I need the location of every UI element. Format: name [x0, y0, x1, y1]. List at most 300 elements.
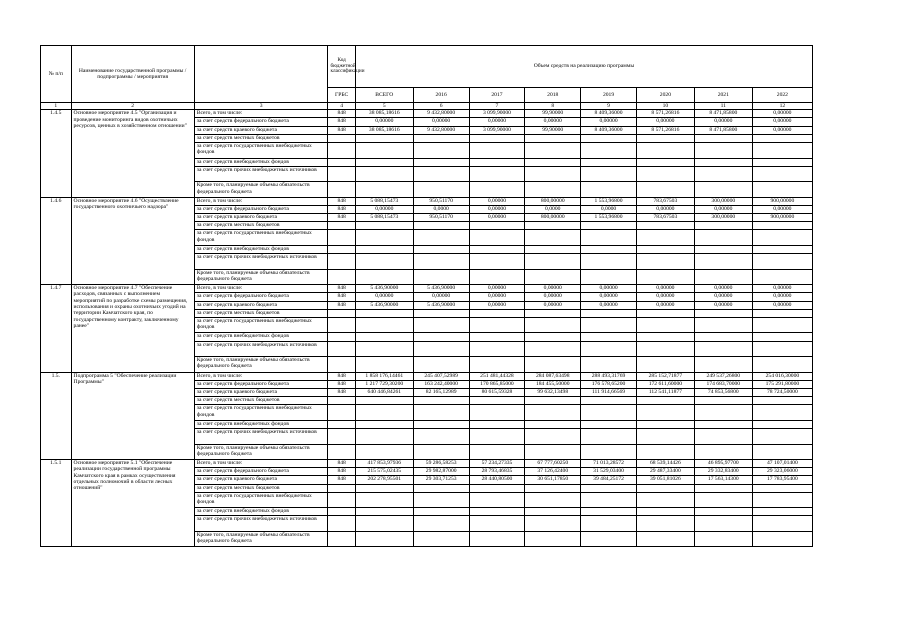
amount-cell [694, 269, 752, 285]
table-row [41, 197, 813, 205]
grbs-code: 848 [328, 214, 355, 222]
amount-cell [752, 317, 812, 333]
amount-cell [694, 309, 752, 317]
grbs-code [328, 429, 355, 445]
amount-cell [469, 269, 525, 285]
amount-cell [581, 516, 637, 532]
amount-cell: 0,0000 [413, 205, 469, 213]
header-year: 2016 [413, 88, 469, 103]
amount-cell [525, 508, 581, 516]
funding-source: за счет средств краевого бюджета [194, 388, 328, 396]
funding-source: за счет средств местных бюджетов [194, 397, 328, 405]
amount-cell: 0,00000 [469, 301, 525, 309]
amount-cell [525, 531, 581, 547]
row-number: 1.5.1 [41, 460, 72, 547]
amount-cell [413, 222, 469, 230]
grbs-code [328, 230, 355, 246]
table-body [41, 110, 813, 547]
amount-cell [636, 309, 694, 317]
amount-cell [355, 333, 413, 341]
amount-cell: 0,00000 [694, 293, 752, 301]
amount-cell: 0,00000 [694, 301, 752, 309]
amount-cell: 0,00000 [581, 285, 637, 293]
measure-name: Основное мероприятие 4.6 "Осуществление государственного охотничьего надзора" [71, 197, 194, 284]
amount-cell: 417 853,97936 [355, 460, 413, 468]
amount-cell: 8 571,26816 [636, 126, 694, 134]
grbs-code [328, 341, 355, 357]
grbs-code [328, 309, 355, 317]
column-number: 6 [413, 103, 469, 110]
table-header [41, 46, 813, 110]
amount-cell: 74 853,56800 [694, 388, 752, 396]
amount-cell [413, 182, 469, 198]
amount-cell [581, 508, 637, 516]
amount-cell [752, 405, 812, 421]
amount-cell [581, 143, 637, 159]
grbs-code: 848 [328, 301, 355, 309]
amount-cell [636, 182, 694, 198]
amount-cell [525, 134, 581, 142]
amount-cell [413, 341, 469, 357]
grbs-code [328, 531, 355, 547]
amount-cell [469, 143, 525, 159]
amount-cell [581, 158, 637, 166]
header-volume: Объем средств на реализацию программы [355, 46, 812, 88]
funding-source: за счет средств федерального бюджета [194, 205, 328, 213]
amount-cell: 8 471,85800 [694, 126, 752, 134]
amount-cell [525, 420, 581, 428]
funding-source: Всего, в том числе: [194, 372, 328, 380]
amount-cell [355, 317, 413, 333]
amount-cell [355, 230, 413, 246]
amount-cell [581, 254, 637, 270]
amount-cell: 5 436,90000 [413, 285, 469, 293]
amount-cell [525, 182, 581, 198]
amount-cell [355, 166, 413, 182]
grbs-code [328, 269, 355, 285]
amount-cell: 800,00000 [525, 214, 581, 222]
amount-cell [355, 429, 413, 445]
grbs-code [328, 254, 355, 270]
amount-cell: 245 407,52989 [413, 372, 469, 380]
amount-cell [355, 444, 413, 460]
amount-cell: 0,00000 [752, 205, 812, 213]
amount-cell [355, 420, 413, 428]
amount-cell [355, 405, 413, 421]
grbs-code [328, 134, 355, 142]
amount-cell: 0,00000 [752, 118, 812, 126]
amount-cell [694, 222, 752, 230]
amount-cell [694, 397, 752, 405]
amount-cell: 5 088,15473 [355, 214, 413, 222]
amount-cell: 71 013,28572 [581, 460, 637, 468]
amount-cell [636, 484, 694, 492]
funding-source: Всего, в том числе: [194, 197, 328, 205]
amount-cell [752, 158, 812, 166]
amount-cell: 5 436,90000 [413, 301, 469, 309]
measure-name: Основное мероприятие 4.7 "Обеспечение расходов, связанных с выполнением мероприятий по разработке схемы размещения, использования и охраны охотничьих угодий на территории Камчатского края, по государственному контракту, заключенному ранее" [71, 285, 194, 372]
amount-cell: 46 895,97700 [694, 460, 752, 468]
amount-cell: 640 446,84261 [355, 388, 413, 396]
amount-cell [636, 357, 694, 373]
amount-cell: 950,51170 [413, 197, 469, 205]
amount-cell [469, 182, 525, 198]
funding-source: за счет средств местных бюджетов [194, 222, 328, 230]
amount-cell [752, 444, 812, 460]
funding-source: за счет средств федерального бюджета [194, 293, 328, 301]
grbs-code: 848 [328, 476, 355, 484]
amount-cell: 68 539,14426 [636, 460, 694, 468]
amount-cell [636, 508, 694, 516]
table-row [41, 460, 813, 468]
funding-source: Всего, в том числе: [194, 460, 328, 468]
amount-cell [469, 357, 525, 373]
grbs-code: 848 [328, 118, 355, 126]
amount-cell: 0,00000 [752, 285, 812, 293]
amount-cell: 78 724,50000 [752, 388, 812, 396]
amount-cell [694, 405, 752, 421]
amount-cell [694, 182, 752, 198]
measure-name: Основное мероприятие 5.1 "Обеспечение реализации государственной программы Камчатского края в рамках осуществления отдельных полномочий в области лесных отношений" [71, 460, 194, 547]
amount-cell: 172 611,60000 [636, 380, 694, 388]
amount-cell [413, 397, 469, 405]
amount-cell: 29 303,71253 [413, 476, 469, 484]
amount-cell: 39 051,81026 [636, 476, 694, 484]
amount-cell [636, 492, 694, 508]
amount-cell [413, 420, 469, 428]
funding-source: за счет средств прочих внебюджетных источников [194, 516, 328, 532]
amount-cell: 112 541,11877 [636, 388, 694, 396]
amount-cell: 0,00000 [636, 118, 694, 126]
amount-cell [636, 333, 694, 341]
amount-cell [694, 516, 752, 532]
amount-cell [413, 531, 469, 547]
amount-cell: 5 088,15473 [355, 197, 413, 205]
amount-cell [752, 333, 812, 341]
amount-cell [694, 230, 752, 246]
amount-cell: 254 016,30000 [752, 372, 812, 380]
amount-cell [413, 309, 469, 317]
amount-cell: 47 107,01400 [752, 460, 812, 468]
amount-cell: 251 481,44328 [469, 372, 525, 380]
amount-cell: 82 165,12989 [413, 388, 469, 396]
grbs-code: 848 [328, 197, 355, 205]
amount-cell [694, 134, 752, 142]
amount-cell [752, 508, 812, 516]
amount-cell: 202 278,95501 [355, 476, 413, 484]
funding-source: за счет средств краевого бюджета [194, 126, 328, 134]
amount-cell: 31 529,03400 [581, 468, 637, 476]
header-year: 2021 [694, 88, 752, 103]
header-blank [194, 46, 328, 103]
amount-cell: 0,00000 [694, 118, 752, 126]
funding-source: за счет средств федерального бюджета [194, 468, 328, 476]
grbs-code [328, 444, 355, 460]
amount-cell [694, 143, 752, 159]
amount-cell [355, 254, 413, 270]
amount-cell: 17 783,95400 [752, 476, 812, 484]
amount-cell [525, 166, 581, 182]
amount-cell [694, 508, 752, 516]
amount-cell [413, 333, 469, 341]
amount-cell [525, 444, 581, 460]
amount-cell [355, 516, 413, 532]
amount-cell [636, 166, 694, 182]
amount-cell: 57 234,27335 [469, 460, 525, 468]
amount-cell [636, 317, 694, 333]
amount-cell [469, 420, 525, 428]
funding-source: Кроме того, планируемые объемы обязательств федерального бюджета [194, 357, 328, 373]
grbs-code: 848 [328, 388, 355, 396]
amount-cell: 80 615,59328 [469, 388, 525, 396]
funding-source: за счет средств государственных внебюджетных фондов [194, 230, 328, 246]
amount-cell: 0,00000 [752, 126, 812, 134]
amount-cell [694, 484, 752, 492]
amount-cell [694, 166, 752, 182]
amount-cell: 0,00000 [525, 118, 581, 126]
amount-cell: 800,00000 [525, 197, 581, 205]
amount-cell [525, 516, 581, 532]
amount-cell: 950,51170 [413, 214, 469, 222]
amount-cell: 28 440,80500 [469, 476, 525, 484]
amount-cell [469, 134, 525, 142]
amount-cell [752, 254, 812, 270]
amount-cell [636, 222, 694, 230]
amount-cell [581, 492, 637, 508]
amount-cell [413, 492, 469, 508]
grbs-code [328, 245, 355, 253]
measure-name: Основное мероприятие 4.5 "Организация и проведение мониторинга видов охотничьих ресурсов, ценных в хозяйственном отношении" [71, 110, 194, 197]
amount-cell [525, 158, 581, 166]
funding-source: Всего, в том числе: [194, 110, 328, 118]
header-code: Код бюджетной классификации [328, 46, 355, 88]
funding-source: за счет средств краевого бюджета [194, 301, 328, 309]
amount-cell [636, 158, 694, 166]
amount-cell [694, 333, 752, 341]
amount-cell [413, 508, 469, 516]
amount-cell [355, 309, 413, 317]
amount-cell: 111 914,66569 [581, 388, 637, 396]
amount-cell [752, 134, 812, 142]
amount-cell [581, 531, 637, 547]
amount-cell [752, 269, 812, 285]
amount-cell [581, 182, 637, 198]
amount-cell [581, 269, 637, 285]
amount-cell [581, 166, 637, 182]
amount-cell: 0,00000 [752, 293, 812, 301]
amount-cell [469, 508, 525, 516]
amount-cell: 8 409,36000 [581, 126, 637, 134]
funding-source: Кроме того, планируемые объемы обязательств федерального бюджета [194, 444, 328, 460]
amount-cell: 249 537,26800 [694, 372, 752, 380]
amount-cell [469, 444, 525, 460]
amount-cell [581, 341, 637, 357]
amount-cell [752, 222, 812, 230]
amount-cell [525, 357, 581, 373]
amount-cell: 0,00000 [581, 301, 637, 309]
amount-cell [355, 269, 413, 285]
amount-cell: 0,00000 [752, 110, 812, 118]
funding-source: за счет средств федерального бюджета [194, 118, 328, 126]
amount-cell: 0,00000 [355, 205, 413, 213]
funding-source: за счет средств внебюджетных фондов [194, 158, 328, 166]
column-number: 3 [194, 103, 328, 110]
funding-source: за счет средств внебюджетных фондов [194, 245, 328, 253]
table-row [41, 372, 813, 380]
amount-cell: 1 553,96800 [581, 214, 637, 222]
amount-cell: 67 777,60250 [525, 460, 581, 468]
amount-cell [752, 429, 812, 445]
amount-cell: 8 571,26816 [636, 110, 694, 118]
grbs-code: 848 [328, 126, 355, 134]
amount-cell: 184 455,50000 [525, 380, 581, 388]
amount-cell: 176 578,65200 [581, 380, 637, 388]
amount-cell: 37 126,42400 [525, 468, 581, 476]
amount-cell [469, 341, 525, 357]
amount-cell [581, 134, 637, 142]
amount-cell [413, 245, 469, 253]
amount-cell [355, 484, 413, 492]
amount-cell: 285 152,71877 [636, 372, 694, 380]
amount-cell [581, 357, 637, 373]
grbs-code: 848 [328, 460, 355, 468]
funding-source: за счет средств государственных внебюджетных фондов [194, 317, 328, 333]
column-number: 10 [636, 103, 694, 110]
funding-source: за счет средств федерального бюджета [194, 380, 328, 388]
amount-cell [413, 269, 469, 285]
amount-cell [694, 341, 752, 357]
amount-cell: 3 099,90000 [469, 126, 525, 134]
amount-cell [636, 429, 694, 445]
amount-cell [525, 333, 581, 341]
amount-cell [752, 182, 812, 198]
column-number: 12 [752, 103, 812, 110]
measure-name: Подпрограмма 5 "Обеспечение реализации Программы" [71, 372, 194, 459]
amount-cell [469, 254, 525, 270]
table-row [41, 285, 813, 293]
amount-cell [469, 230, 525, 246]
amount-cell [413, 516, 469, 532]
amount-cell [525, 269, 581, 285]
amount-cell: 0,00000 [525, 293, 581, 301]
amount-cell [581, 397, 637, 405]
grbs-code [328, 405, 355, 421]
amount-cell [636, 405, 694, 421]
column-number: 2 [71, 103, 194, 110]
amount-cell [413, 429, 469, 445]
amount-cell [469, 317, 525, 333]
amount-cell: 300,00000 [694, 197, 752, 205]
amount-cell [752, 143, 812, 159]
amount-cell [581, 309, 637, 317]
amount-cell [636, 254, 694, 270]
funding-source: за счет средств государственных внебюджетных фондов [194, 143, 328, 159]
amount-cell [636, 143, 694, 159]
table-row [41, 110, 813, 118]
header-year: 2022 [752, 88, 812, 103]
grbs-code [328, 484, 355, 492]
amount-cell [636, 245, 694, 253]
amount-cell: 288 493,31769 [581, 372, 637, 380]
amount-cell: 0,00000 [413, 293, 469, 301]
amount-cell: 1 553,96800 [581, 197, 637, 205]
amount-cell [636, 444, 694, 460]
amount-cell: 29 982,87000 [413, 468, 469, 476]
amount-cell: 170 865,85000 [469, 380, 525, 388]
amount-cell: 0,00000 [469, 197, 525, 205]
amount-cell [694, 245, 752, 253]
amount-cell: 8 471,85800 [694, 110, 752, 118]
grbs-code: 848 [328, 110, 355, 118]
amount-cell [469, 397, 525, 405]
header-year: 2018 [525, 88, 581, 103]
funding-source: за счет средств прочих внебюджетных источников [194, 254, 328, 270]
amount-cell: 783,67503 [636, 214, 694, 222]
amount-cell [469, 492, 525, 508]
funding-source: Кроме того, планируемые объемы обязательств федерального бюджета [194, 182, 328, 198]
amount-cell: 9 432,80000 [413, 110, 469, 118]
amount-cell [525, 341, 581, 357]
header-name: Наименование государственной программы /подпрограммы / мероприятия [71, 46, 194, 103]
funding-source: за счет средств прочих внебюджетных источников [194, 341, 328, 357]
amount-cell [525, 254, 581, 270]
amount-cell [694, 158, 752, 166]
amount-cell: 29 332,83400 [694, 468, 752, 476]
amount-cell [469, 245, 525, 253]
amount-cell: 99 632,13498 [525, 388, 581, 396]
amount-cell [355, 245, 413, 253]
amount-cell [694, 492, 752, 508]
amount-cell [636, 420, 694, 428]
amount-cell [636, 269, 694, 285]
amount-cell [636, 230, 694, 246]
amount-cell [694, 317, 752, 333]
amount-cell [355, 341, 413, 357]
grbs-code [328, 397, 355, 405]
amount-cell: 0,00000 [525, 301, 581, 309]
amount-cell [694, 420, 752, 428]
grbs-code [328, 317, 355, 333]
grbs-code [328, 420, 355, 428]
program-funding-table [40, 45, 813, 547]
amount-cell [752, 484, 812, 492]
amount-cell [752, 245, 812, 253]
amount-cell [525, 317, 581, 333]
amount-cell [581, 420, 637, 428]
amount-cell: 0,00000 [694, 205, 752, 213]
amount-cell [355, 222, 413, 230]
header-num: № п/п [41, 46, 72, 103]
grbs-code: 848 [328, 380, 355, 388]
amount-cell [752, 420, 812, 428]
grbs-code: 848 [328, 293, 355, 301]
amount-cell [694, 444, 752, 460]
column-number: 1 [41, 103, 72, 110]
amount-cell [469, 516, 525, 532]
amount-cell [581, 230, 637, 246]
grbs-code: 848 [328, 205, 355, 213]
funding-source: за счет средств местных бюджетов [194, 484, 328, 492]
amount-cell: 0,00000 [469, 293, 525, 301]
grbs-code [328, 333, 355, 341]
grbs-code [328, 492, 355, 508]
amount-cell: 0,00000 [413, 118, 469, 126]
funding-source: за счет средств внебюджетных фондов [194, 333, 328, 341]
amount-cell: 0,00000 [581, 293, 637, 301]
amount-cell [355, 357, 413, 373]
amount-cell [636, 516, 694, 532]
amount-cell [469, 309, 525, 317]
